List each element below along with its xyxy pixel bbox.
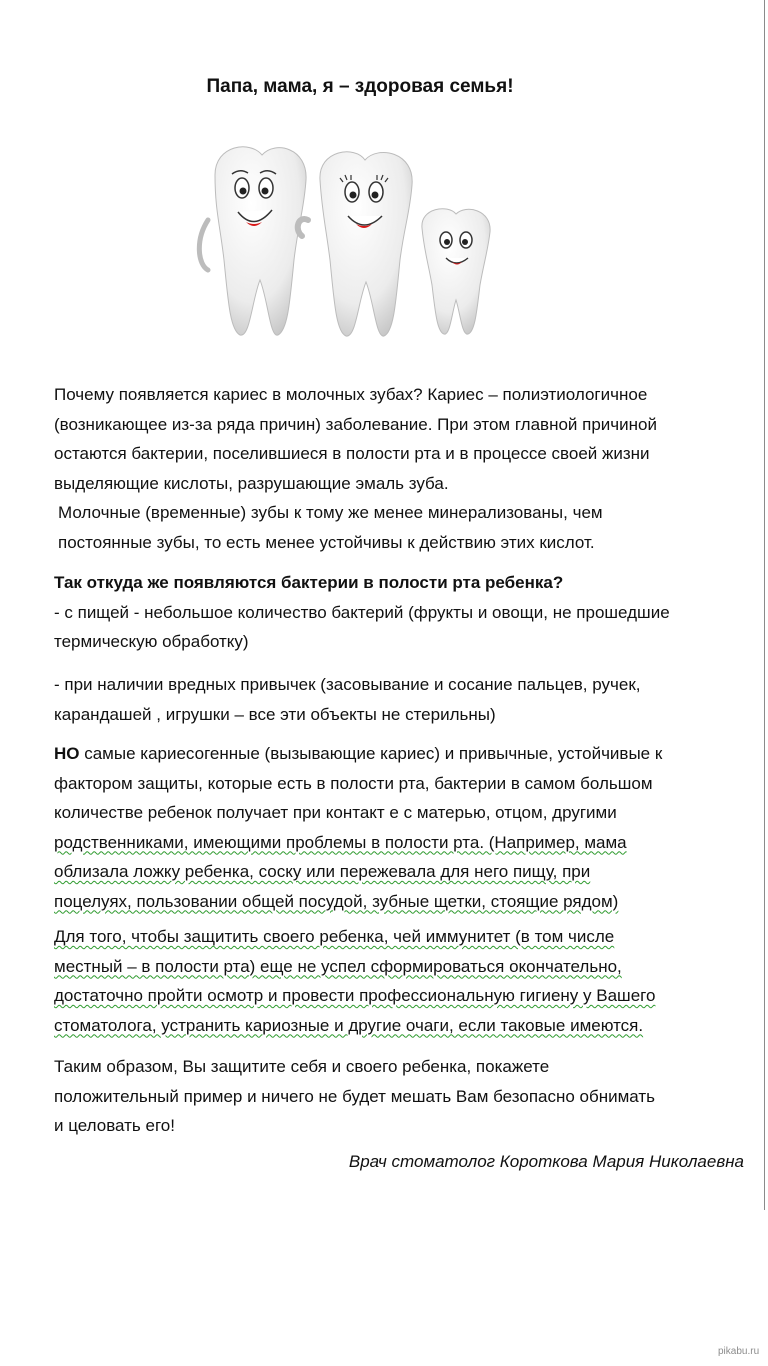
text-line: карандашей , игрушки – все эти объекты не стерильны) [54,704,496,724]
text-line: стоматолога, устранить кариозные и другие очаги, если таковые имеются. [54,1015,644,1035]
text-line: Для того, чтобы защитить своего ребенка, чей иммунитет (в том числе [54,927,615,946]
text-line: НО самые кариесогенные (вызывающие кариес) и привычные, устойчивые к [54,744,663,763]
text-line: остаются бактерии, поселившиеся в полости рта и в процессе своей жизни [54,444,650,463]
text-line: облизала ложку ребенка, соску или пережевала для него пищу, при [54,862,591,881]
text-line: - с пищей - небольшое количество бактерий (фрукты и овощи, не прошедшие [54,602,670,622]
page-edge-divider [764,0,765,1210]
text-line: и целовать его! [54,1116,175,1135]
paragraph-bacteria-source [54,568,744,657]
text-line: выделяющие кислоты, разрушающие эмаль зуба. [54,473,449,493]
child-tooth-icon [422,209,490,334]
paragraph-family-transmission [54,739,744,916]
text-line: (возникающее из-за ряда причин) заболевание. При этом главной причиной [54,414,657,434]
text-line: постоянные зубы, то есть менее устойчивы к действию этих кислот. [58,532,595,552]
doctor-signature: Врач стоматолог Короткова Мария Николаевна [348,1152,744,1171]
text-line: местный – в полости рта) еще не успел сформироваться окончательно, [54,956,622,976]
text-line: количестве ребенок получает при контакт е с матерью, отцом, другими [54,803,617,822]
three-smiling-teeth-illustration [190,140,510,355]
text-line: Почему появляется кариес в молочных зубах? Кариес – полиэтиологичное [54,385,648,404]
question-heading: Так откуда же появляются бактерии в полости рта ребенка? [54,573,564,592]
text-line: родственниками, имеющими проблемы в полости рта. (Например, мама [54,832,627,852]
text-line: Таким образом, Вы защитите себя и своего ребенка, покажете [54,1057,550,1076]
dad-tooth-icon [199,147,306,335]
text-line: - при наличии вредных привычек (засовывание и сосание пальцев, ручек, [54,675,641,694]
site-watermark: pikabu.ru [718,1346,760,1357]
paragraph-milk-teeth [58,498,748,557]
text-line: достаточно пройти осмотр и провести профессиональную гигиену у Вашего [54,986,656,1005]
text-line: фактором защиты, которые есть в полости рта, бактерии в самом большом [54,773,653,793]
paragraph-protection-advice [54,922,744,1040]
text-line: положительный пример и ничего не будет мешать Вам безопасно обнимать [54,1086,656,1106]
lead-word: НО [54,744,80,763]
document-title: Папа, мама, я – здоровая семья! [206,76,514,97]
mom-tooth-icon [298,152,412,336]
text-line: Молочные (временные) зубы к тому же менее минерализованы, чем [58,503,603,522]
paragraph-caries-causes [54,380,744,498]
paragraph-conclusion [54,1052,744,1141]
paragraph-bad-habits [54,670,744,729]
text-line: поцелуях, пользовании общей посудой, зубные щетки, стоящие рядом) [54,891,619,911]
text-line: термическую обработку) [54,632,249,651]
